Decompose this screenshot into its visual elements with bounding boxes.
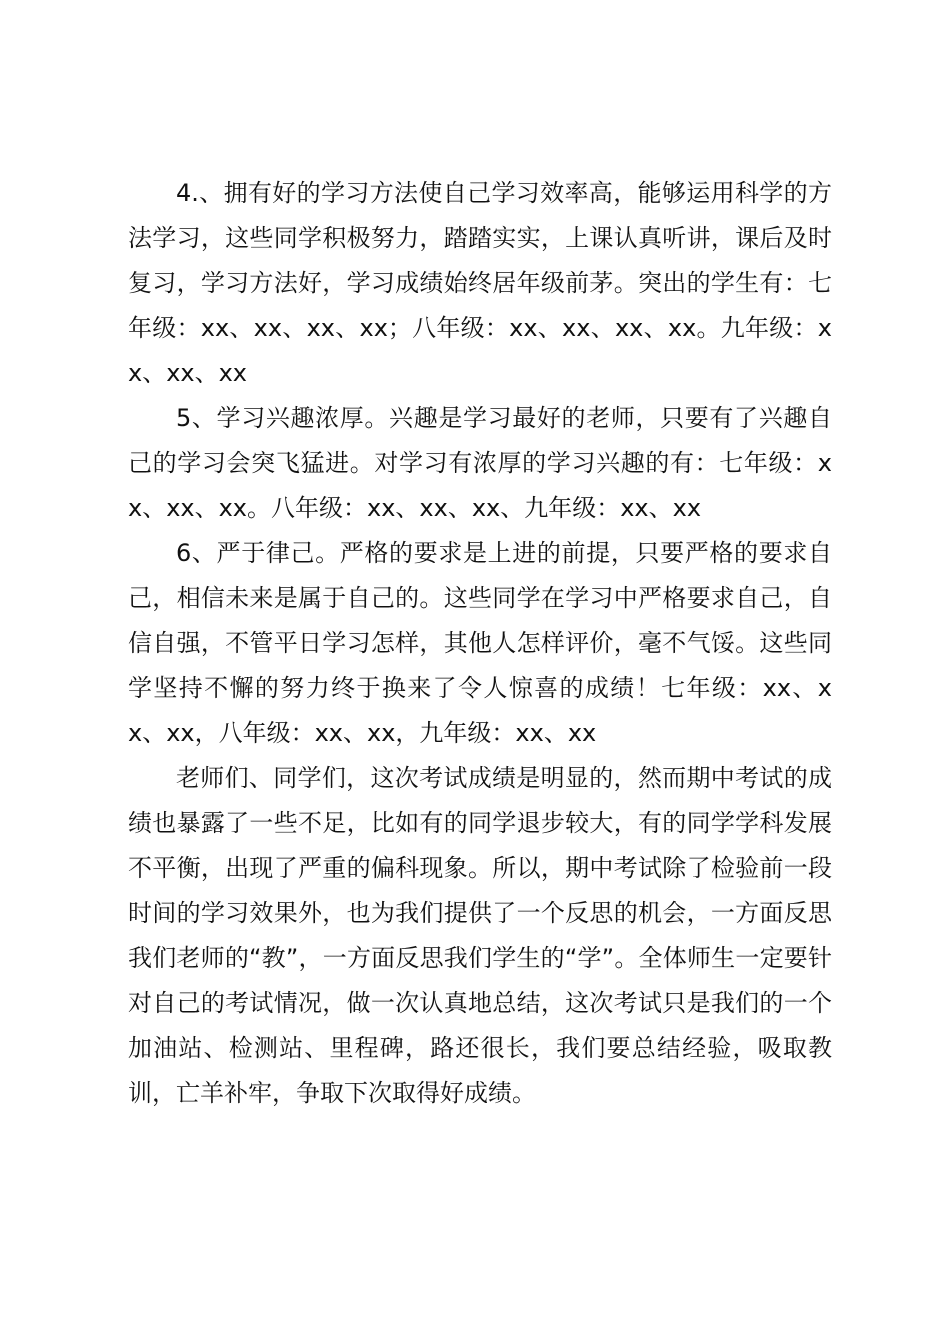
document-body (128, 171, 832, 1116)
paragraph-study-interest: 5、学习兴趣浓厚。兴趣是学习最好的老师，只要有了兴趣自己的学习会突飞猛进。对学习有浓厚的学习兴趣的有：七年级：xx、xx、xx。八年级：xx、xx、xx、九年级：xx、xx (128, 404, 832, 522)
paragraph-study-methods: 4.、拥有好的学习方法使自己学习效率高，能够运用科学的方法学习，这些同学积极努力，踏踏实实，上课认真听讲，课后及时复习，学习方法好，学习成绩始终居年级前茅。突出的学生有：七年级：xx、xx、xx、xx；八年级：xx、xx、xx、xx。九年级：xx、xx、xx (128, 179, 832, 387)
paragraph-self-discipline: 6、严于律己。严格的要求是上进的前提，只要严格的要求自己，相信未来是属于自己的。这些同学在学习中严格要求自己，自信自强，不管平日学习怎样，其他人怎样评价，毫不气馁。这些同学坚持不懈的努力终于换来了令人惊喜的成绩！七年级：xx、xx、xx，八年级：xx、xx，九年级：xx、xx (128, 539, 832, 747)
paragraph-closing-reflection: 老师们、同学们，这次考试成绩是明显的，然而期中考试的成绩也暴露了一些不足，比如有的同学退步较大，有的同学学科发展不平衡，出现了严重的偏科现象。所以，期中考试除了检验前一段时间的学习效果外，也为我们提供了一个反思的机会，一方面反思我们老师的“教”，一方面反思我们学生的“学”。全体师生一定要针对自己的考试情况，做一次认真地总结，这次考试只是我们的一个加油站、检测站、里程碑，路还很长，我们要总结经验，吸取教训，亡羊补牢，争取下次取得好成绩。 (128, 764, 832, 1107)
